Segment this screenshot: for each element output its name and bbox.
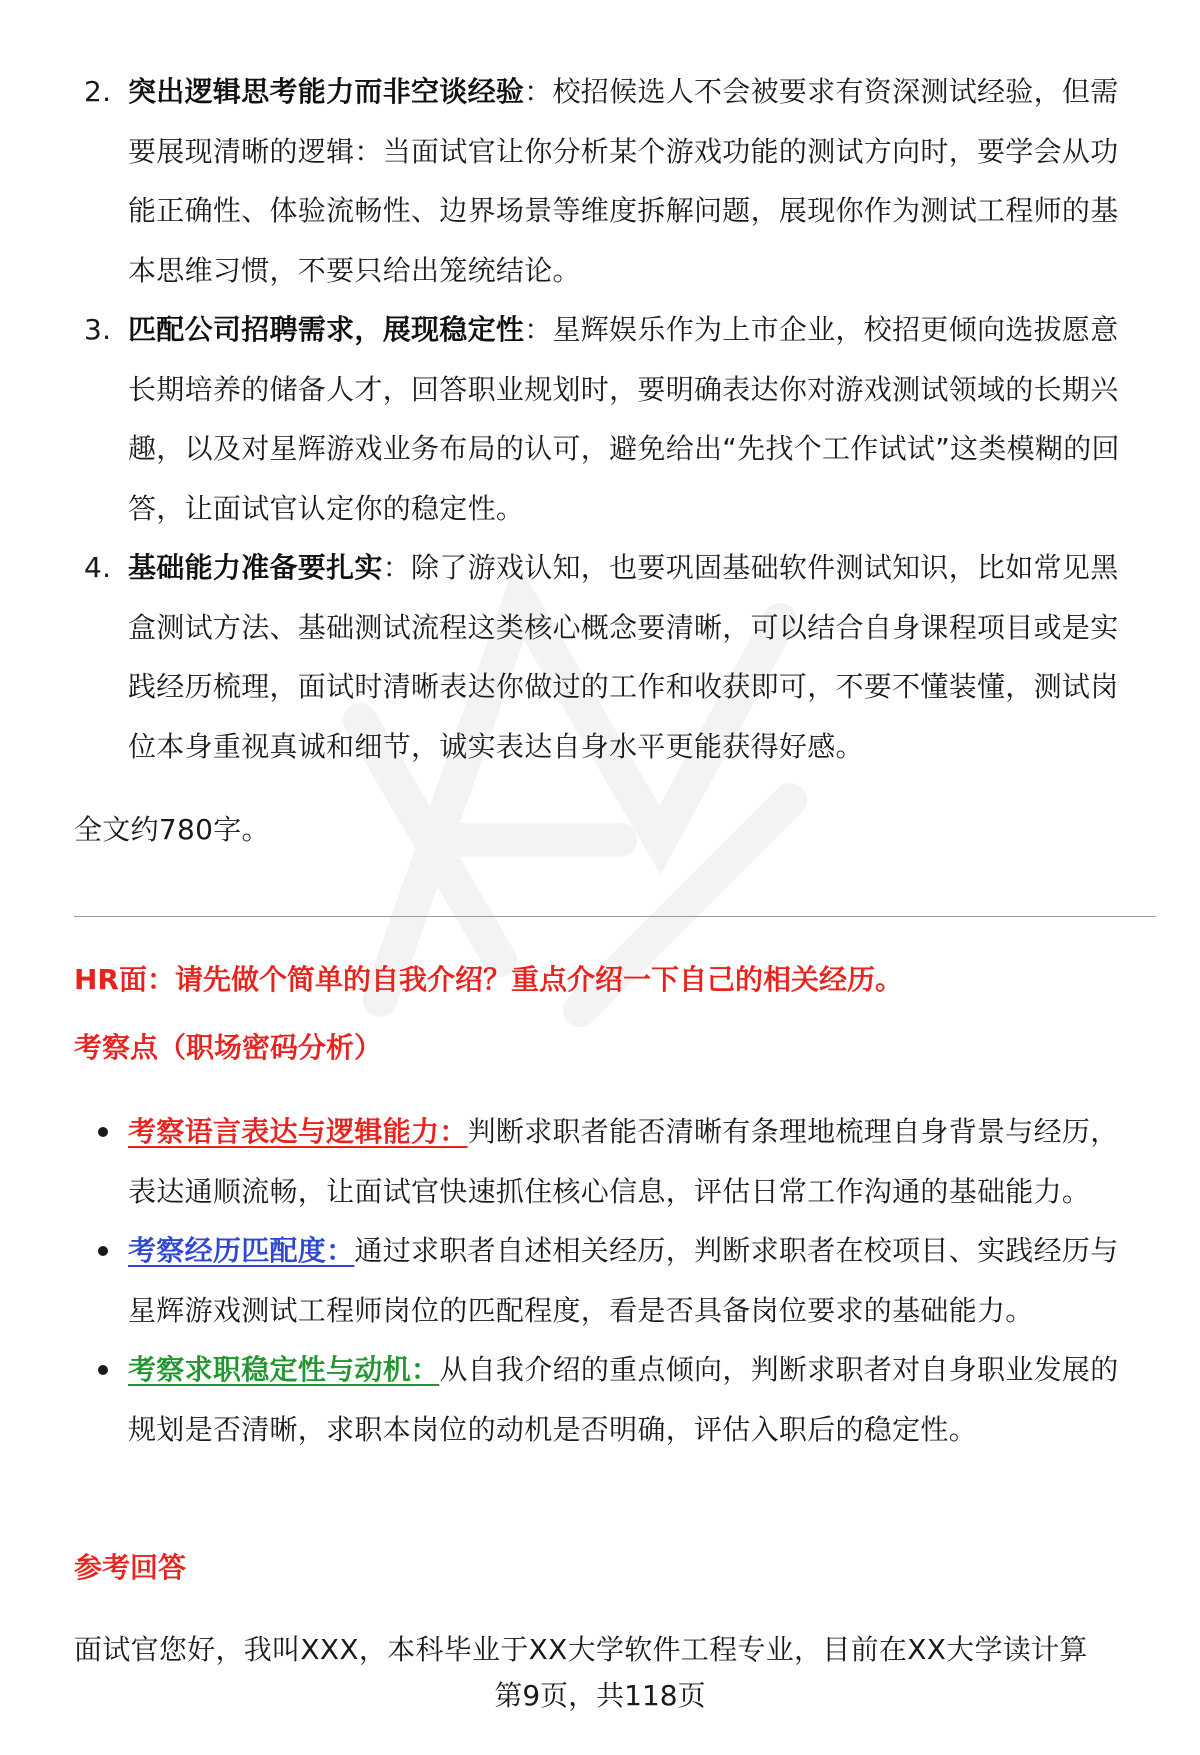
list-number: 3. [84,313,112,346]
bullet-text: 从自我介绍的重点倾向，判断求职者对自身职业发展的规划是否清晰，求职本岗位的动机是否明确，评估入职后的稳定性。 [128,1353,1119,1446]
list-item [0,1221,1200,1340]
bullet-dot-icon [98,1246,108,1256]
section-divider [74,916,1156,917]
bullet-label: 考察语言表达与逻辑能力： [128,1115,468,1148]
list-item-title: 基础能力准备要扎实 [128,551,383,584]
list-item [0,538,1200,776]
list-item-text: ：除了游戏认知，也要巩固基础软件测试知识，比如常见黑盒测试方法、基础测试流程这类核心概念要清晰，可以结合自身课程项目或是实践经历梳理，面试时清晰表达你做过的工作和收获即可，不要不懂装懂，测试岗位本身重视真诚和细节，诚实表达自身水平更能获得好感。 [128,551,1119,763]
numbered-list [0,62,1200,776]
bullet-text: 通过求职者自述相关经历，判断求职者在校项目、实践经历与星辉游戏测试工程师岗位的匹配程度，看是否具备岗位要求的基础能力。 [128,1234,1119,1327]
bullet-text: 判断求职者能否清晰有条理地梳理自身背景与经历，表达通顺流畅，让面试官快速抓住核心信息，评估日常工作沟通的基础能力。 [128,1115,1119,1208]
bullet-dot-icon [98,1127,108,1137]
bullet-label: 考察求职稳定性与动机： [128,1353,440,1386]
list-item [0,300,1200,538]
word-count: 全文约780字。 [74,813,270,846]
answer-text: 面试官您好，我叫XXX，本科毕业于XX大学软件工程专业，目前在XX大学读计算 [74,1633,1088,1666]
list-item-title: 匹配公司招聘需求，展现稳定性 [128,313,525,346]
list-item-text: ：校招候选人不会被要求有资深测试经验，但需要展现清晰的逻辑：当面试官让你分析某个游戏功能的测试方向时，要学会从功能正确性、体验流畅性、边界场景等维度拆解问题，展现你作为测试工程师的基本思维习惯，不要只给出笼统结论。 [128,75,1119,287]
list-item-text: ：星辉娱乐作为上市企业，校招更倾向选拔愿意长期培养的储备人才，回答职业规划时，要明确表达你对游戏测试领域的长期兴趣，以及对星辉游戏业务布局的认可，避免给出“先找个工作试试”这类模糊的回答，让面试官认定你的稳定性。 [128,313,1120,525]
bullet-list [0,1102,1200,1459]
list-number: 2. [84,75,112,108]
list-item [0,1340,1200,1459]
bullet-label: 考察经历匹配度： [128,1234,355,1267]
list-item [0,62,1200,300]
list-item [0,1102,1200,1221]
interview-question: HR面：请先做个简单的自我介绍？重点介绍一下自己的相关经历。 [74,963,903,996]
answer-heading: 参考回答 [74,1551,187,1584]
list-item-title: 突出逻辑思考能力而非空谈经验 [128,75,525,108]
bullet-dot-icon [98,1365,108,1375]
page-number: 第9页，共118页 [494,1679,706,1712]
analysis-heading: 考察点（职场密码分析） [74,1031,383,1064]
list-number: 4. [84,551,112,584]
